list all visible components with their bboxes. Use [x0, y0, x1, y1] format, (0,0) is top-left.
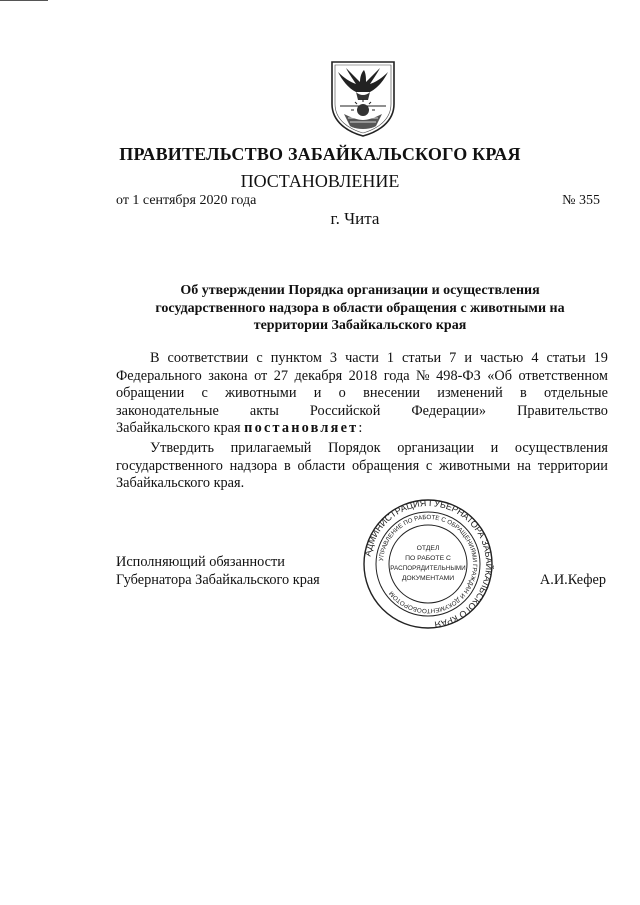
word: акты [249, 402, 279, 419]
word: Утвердить [150, 440, 215, 456]
word: государственного [116, 457, 223, 474]
coat-of-arms-eagle-icon [326, 60, 400, 138]
word: прилагаемый [230, 440, 312, 456]
word: 7 [449, 350, 457, 366]
word: обращения [352, 457, 420, 474]
word: 498-ФЗ [436, 367, 481, 384]
word: от [254, 367, 268, 384]
word: с [256, 350, 263, 366]
word: № [416, 367, 430, 384]
signatory-position-line2: Губернатора Забайкальского края [116, 572, 320, 588]
word: пунктом [270, 350, 322, 366]
document-type: ПОСТАНОВЛЕНИЕ [240, 171, 400, 191]
word: о [338, 385, 346, 401]
paragraph-line [116, 458, 608, 476]
word: закона [208, 367, 248, 384]
word: организации [397, 440, 475, 456]
word: животными [225, 385, 297, 401]
word: Порядок [328, 440, 381, 456]
word: статьи [402, 350, 442, 366]
paragraph-text: Забайкальского края [116, 420, 245, 436]
word: изменений [437, 385, 503, 401]
word: отдельные [544, 385, 608, 401]
word: частью [479, 350, 524, 366]
word: 1 [386, 350, 394, 366]
title-line: государственного надзора в области обращения с животными на [155, 300, 565, 316]
word: года [383, 367, 410, 384]
word: 19 [593, 350, 608, 366]
word: обращении [116, 385, 185, 401]
signatory-name: А.И.Кефер [539, 572, 606, 588]
document-title [120, 282, 600, 335]
word: 27 [273, 367, 289, 384]
word: внесении [363, 385, 421, 401]
stamp-middle-text: УПРАВЛЕНИЕ ПО РАБОТЕ С ОБРАЩЕНИЯМИ ГРАЖДАН И ДОКУМЕНТООБОРОТОМ [378, 513, 479, 615]
official-stamp [362, 498, 494, 630]
word: с [425, 457, 433, 474]
stamp-outer-text: АДМИНИСТРАЦИЯ ГУБЕРНАТОРА ЗАБАЙКАЛЬСКОГО КРАЯ [362, 498, 494, 630]
stamp-center-line: ОТДЕЛ [416, 545, 440, 552]
word: 3 [329, 350, 338, 366]
word: животными [438, 457, 511, 474]
paragraph-line [116, 420, 608, 438]
word: соответствии [167, 350, 249, 366]
word: 4 [531, 350, 539, 366]
word: ответственном [518, 367, 608, 384]
paragraph-line [116, 368, 608, 386]
word: статьи [546, 350, 586, 366]
government-name: ПРАВИТЕЛЬСТВО ЗАБАЙКАЛЬСКОГО КРАЯ [119, 144, 521, 164]
word: Российской [309, 402, 381, 419]
word: области [297, 457, 346, 474]
paragraph-line: Забайкальского края. [116, 475, 245, 491]
document-date: от 1 сентября 2020 года [116, 193, 257, 208]
word: на [517, 457, 532, 474]
word: законодательные [116, 402, 219, 419]
signatory-position-line1: Исполняющий обязанности [116, 554, 285, 570]
top-edge-line [0, 0, 48, 1]
stamp-center-line: РАСПОРЯДИТЕЛЬНЫМИ [390, 565, 466, 572]
word: с [201, 385, 208, 401]
title-line: территории Забайкальского края [253, 318, 467, 333]
word: части [345, 350, 379, 366]
paragraph-line [116, 440, 608, 458]
decree-verb: постановляет [244, 420, 359, 436]
word: надзора [229, 457, 278, 474]
word: в [520, 385, 527, 401]
preamble-paragraph [116, 350, 608, 438]
word: Федерации» [411, 402, 487, 419]
stamp-center-line: ДОКУМЕНТАМИ [401, 575, 455, 582]
stamp-center-line: ПО РАБОТЕ С [405, 555, 451, 562]
paragraph-line [116, 350, 608, 368]
word: и [464, 350, 472, 366]
word: 2018 [348, 367, 378, 384]
paragraph-line [116, 385, 608, 403]
document-number: № 355 [562, 193, 600, 208]
word: осуществления [514, 440, 608, 456]
title-line: Об утверждении Порядка организации и осуществления [180, 283, 540, 298]
word: В [150, 350, 160, 366]
document-city: г. Чита [330, 209, 380, 228]
word: Правительство [517, 402, 608, 419]
word: и [490, 440, 499, 456]
word: и [313, 385, 322, 401]
word: «Об [487, 367, 513, 384]
paragraph-text: : [358, 420, 363, 436]
resolution-paragraph [116, 440, 608, 493]
word: территории [537, 457, 608, 474]
word: в [284, 457, 291, 474]
word: декабря [294, 367, 343, 384]
paragraph-line [116, 403, 608, 421]
word: Федерального [116, 367, 202, 384]
